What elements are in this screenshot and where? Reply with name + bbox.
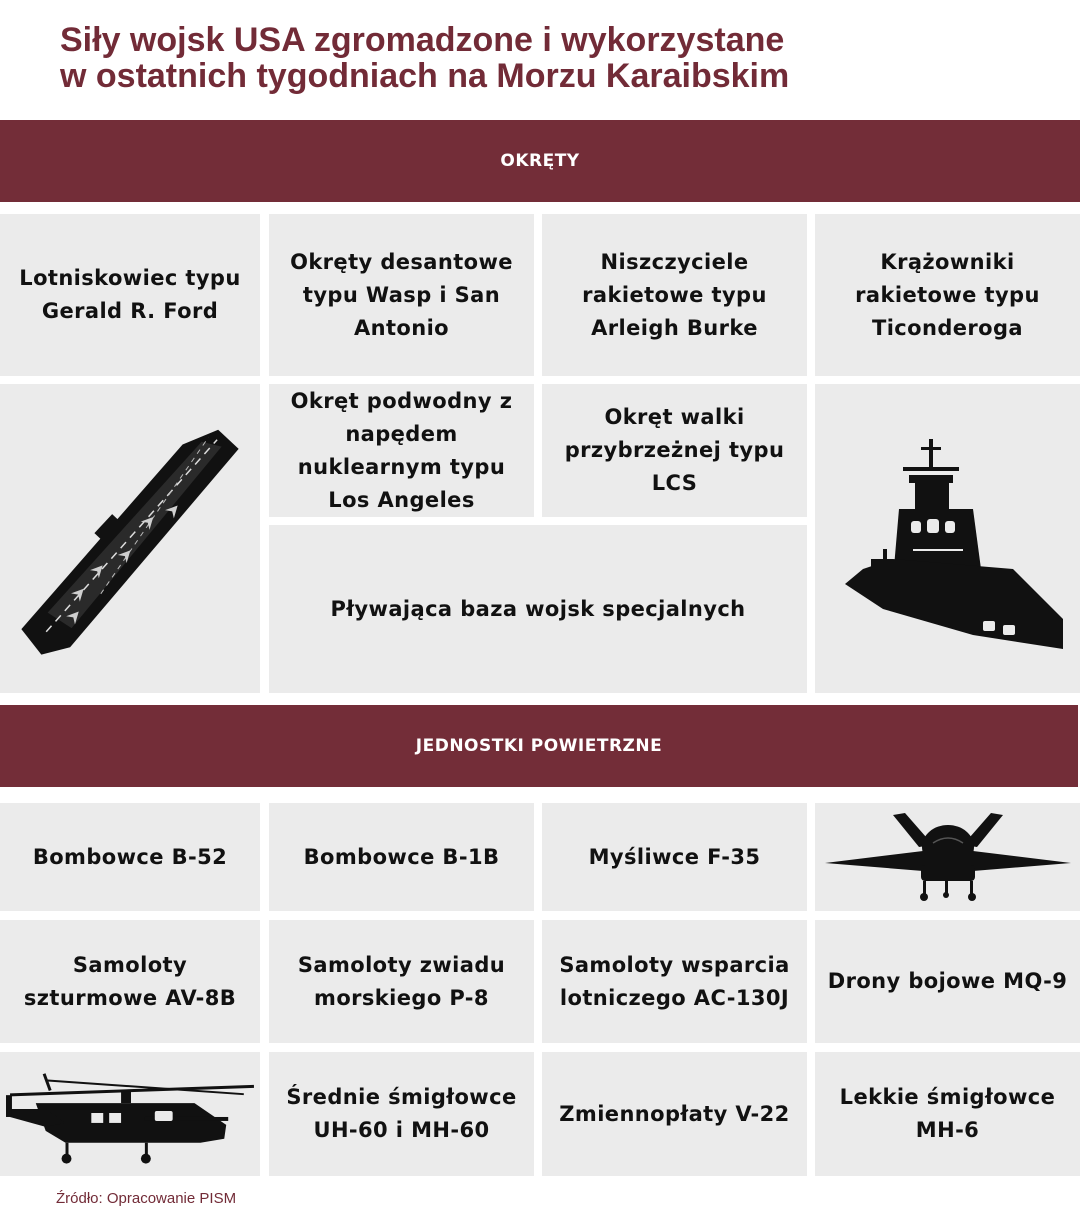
label-uh60: Średnie śmigłowce UH-60 i MH-60 xyxy=(286,1085,517,1142)
label-v22: Zmiennopłaty V-22 xyxy=(559,1101,790,1126)
label-ac130: Samoloty wsparcia lotniczego AC-130J xyxy=(559,952,790,1010)
label-amphibious: Okręty desantowe typu Wasp i San Antonio xyxy=(290,249,513,340)
cell-v22 xyxy=(542,1052,807,1176)
cell-amphibious xyxy=(269,214,534,376)
label-f35: Myśliwce F-35 xyxy=(588,844,761,869)
label-b1b: Bombowce B-1B xyxy=(303,844,500,869)
source-note: Źródło: Opracowanie PISM xyxy=(56,1190,237,1207)
label-av8b: Samoloty szturmowe AV-8B xyxy=(23,952,237,1010)
label-mh6: Lekkie śmigłowce MH-6 xyxy=(839,1085,1056,1142)
air-header: JEDNOSTKI POWIETRZNE xyxy=(0,705,1078,787)
label-cruisers: Krążowniki rakietowe typu Ticonderoga xyxy=(855,249,1040,340)
label-submarine: Okręt podwodny z napędem nuklearnym typu Los Angeles xyxy=(290,388,513,512)
label-destroyers: Niszczyciele rakietowe typu Arleigh Burke xyxy=(582,249,767,340)
cell-b52 xyxy=(0,803,260,911)
label-carrier: Lotniskowiec typu Gerald R. Ford xyxy=(19,266,241,323)
label-mq9: Drony bojowe MQ-9 xyxy=(827,969,1068,993)
cell-f35-image xyxy=(815,803,1080,911)
cell-av8b xyxy=(0,920,260,1043)
label-b52: Bombowce B-52 xyxy=(32,844,228,869)
cell-lcs xyxy=(542,384,807,517)
cell-carrier-image xyxy=(0,384,260,693)
cell-p8 xyxy=(269,920,534,1043)
fighter-jet-icon xyxy=(823,807,1073,907)
ships-header: OKRĘTY xyxy=(0,120,1080,202)
cell-uh60 xyxy=(269,1052,534,1176)
cell-carrier xyxy=(0,214,260,376)
page-title xyxy=(60,22,1060,94)
cell-mq9 xyxy=(815,920,1080,1043)
cell-f35 xyxy=(542,803,807,911)
cell-helicopter-image xyxy=(0,1052,260,1176)
label-lcs: Okręt walki przybrzeżnej typu LCS xyxy=(564,405,785,495)
cell-b1b xyxy=(269,803,534,911)
cell-ac130 xyxy=(542,920,807,1043)
helicopter-icon xyxy=(6,1059,254,1169)
cell-cruisers xyxy=(815,214,1080,376)
cell-destroyers xyxy=(542,214,807,376)
aircraft-carrier-icon xyxy=(10,409,250,669)
cell-warship-image xyxy=(815,384,1080,693)
title-line-2: w ostatnich tygodniach na Morzu Karaibskim xyxy=(60,57,790,95)
cell-sof-base xyxy=(269,525,807,693)
label-sof-base: Pływająca baza wojsk specjalnych xyxy=(330,596,746,621)
warship-icon xyxy=(823,409,1073,669)
title-line-1: Siły wojsk USA zgromadzone i wykorzystane xyxy=(60,21,785,59)
label-p8: Samoloty zwiadu morskiego P-8 xyxy=(297,952,506,1010)
cell-mh6 xyxy=(815,1052,1080,1176)
cell-submarine xyxy=(269,384,534,517)
